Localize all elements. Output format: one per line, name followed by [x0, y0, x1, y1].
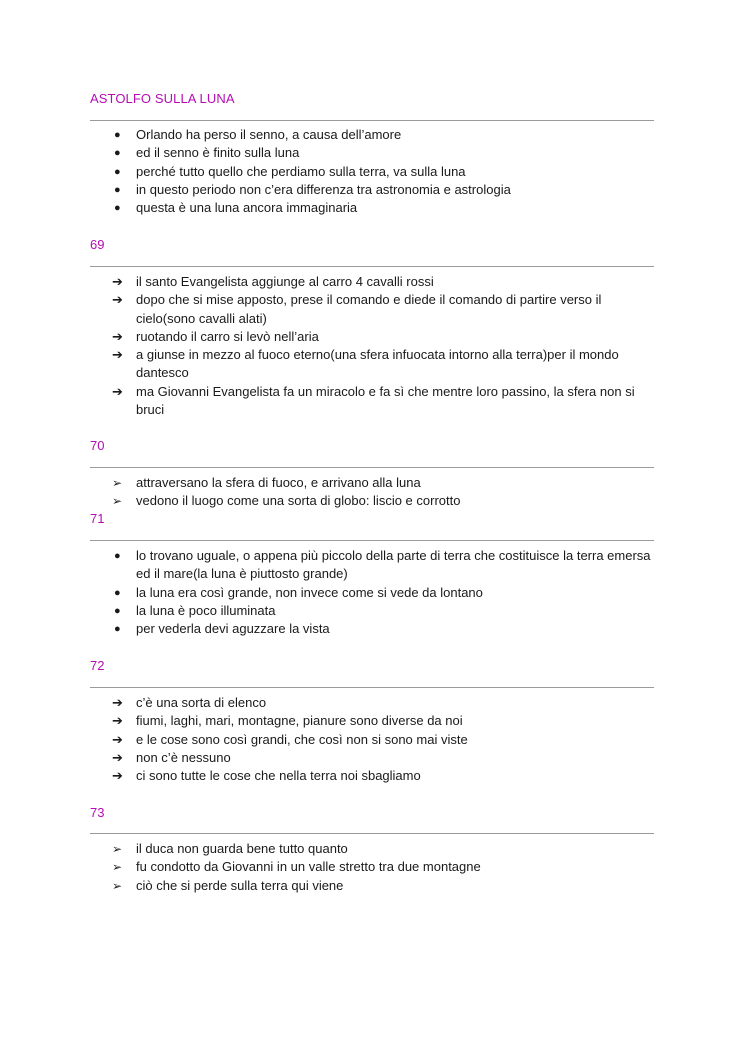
bullet-dot-icon: ●: [114, 202, 121, 215]
arrow-right-icon: ➔: [112, 328, 123, 344]
triangle-arrow-icon: ➢: [112, 476, 123, 490]
list-item: ➢ fu condotto da Giovanni in un valle stretto tra due montagne: [90, 858, 654, 876]
section-heading-71: 71: [90, 511, 105, 526]
bullet-dot-icon: ●: [114, 183, 121, 196]
section-divider: [90, 266, 654, 267]
list-item: ➔ e le cose sono così grandi, che così non si sono mai viste: [90, 731, 654, 749]
arrow-right-icon: ➔: [112, 292, 123, 308]
list-item: ➔ il santo Evangelista aggiunge al carro 4 cavalli rossi: [90, 273, 654, 291]
list-item: ● ed il senno è finito sulla luna: [90, 144, 654, 162]
bullet-list-intro: [90, 126, 654, 217]
section-divider: [90, 540, 654, 541]
bullet-list-71: [90, 547, 654, 638]
list-item: ● la luna è poco illuminata: [90, 602, 654, 620]
arrow-list-69: [90, 273, 654, 419]
section-divider: [90, 833, 654, 834]
bullet-dot-icon: ●: [114, 550, 121, 562]
list-item: ● perché tutto quello che perdiamo sulla terra, va sulla luna: [90, 163, 654, 181]
list-item: ● per vederla devi aguzzare la vista: [90, 620, 654, 638]
arrow-right-icon: ➔: [112, 383, 123, 399]
section-heading-73: 73: [90, 805, 105, 820]
bullet-dot-icon: ●: [114, 623, 121, 636]
triangle-arrow-icon: ➢: [112, 860, 123, 875]
list-item: ➔ c’è una sorta di elenco: [90, 694, 654, 712]
arrow-right-icon: ➔: [112, 713, 123, 729]
list-item: ● questa è una luna ancora immaginaria: [90, 199, 654, 217]
section-divider: [90, 467, 654, 468]
bullet-dot-icon: ●: [114, 129, 121, 141]
triangle-arrow-icon: ➢: [112, 494, 123, 509]
section-heading-72: 72: [90, 658, 105, 673]
list-item: ➔ ruotando il carro si levò nell’aria: [90, 328, 654, 346]
list-item: ● in questo periodo non c’era differenza tra astronomia e astrologia: [90, 181, 654, 199]
list-item: ➢ attraversano la sfera di fuoco, e arrivano alla luna: [90, 474, 654, 492]
section-divider: [90, 687, 654, 688]
list-item: ● la luna era così grande, non invece come si vede da lontano: [90, 584, 654, 602]
bullet-dot-icon: ●: [114, 147, 121, 160]
document-title: ASTOLFO SULLA LUNA: [90, 91, 235, 106]
triangle-list-73: [90, 840, 654, 895]
list-item: ➔ fiumi, laghi, mari, montagne, pianure sono diverse da noi: [90, 712, 654, 730]
section-divider: [90, 120, 654, 121]
arrow-right-icon: ➔: [112, 347, 123, 363]
list-item: ➔ a giunse in mezzo al fuoco eterno(una sfera infuocata intorno alla terra)per il mondo dantesco: [112, 347, 619, 381]
list-item: ➢ il duca non guarda bene tutto quanto: [90, 840, 654, 858]
triangle-arrow-icon: ➢: [112, 878, 123, 893]
list-item: ➔ ci sono tutte le cose che nella terra noi sbagliamo: [90, 767, 654, 785]
arrow-right-icon: ➔: [112, 695, 123, 710]
arrow-right-icon: ➔: [112, 768, 123, 784]
triangle-list-70: [90, 474, 654, 511]
list-item: ➢ vedono il luogo come una sorta di globo: liscio e corrotto: [90, 492, 654, 510]
bullet-dot-icon: ●: [114, 604, 121, 617]
list-item: ● Orlando ha perso il senno, a causa dell’amore: [90, 126, 654, 144]
bullet-dot-icon: ●: [114, 586, 121, 599]
arrow-right-icon: ➔: [112, 731, 123, 747]
arrow-list-72: [90, 694, 654, 785]
bullet-dot-icon: ●: [114, 165, 121, 178]
list-item: ➔ non c’è nessuno: [90, 749, 654, 767]
arrow-right-icon: ➔: [112, 274, 123, 289]
list-item: ➔ ma Giovanni Evangelista fa un miracolo e fa sì che mentre loro passino, la sfera non si bruci: [112, 383, 635, 418]
arrow-right-icon: ➔: [112, 749, 123, 765]
section-heading-70: 70: [90, 438, 105, 453]
section-heading-69: 69: [90, 237, 105, 252]
list-item: ➔ dopo che si mise apposto, prese il comando e diede il comando di partire verso il cielo(sono cavalli alati): [112, 292, 602, 326]
list-item: ● lo trovano uguale, o appena più piccolo della parte di terra che costituisce la terra emersa ed il mare(la luna è piuttosto grande): [114, 548, 651, 582]
list-item: ➢ ciò che si perde sulla terra qui viene: [90, 877, 654, 895]
triangle-arrow-icon: ➢: [112, 842, 123, 856]
